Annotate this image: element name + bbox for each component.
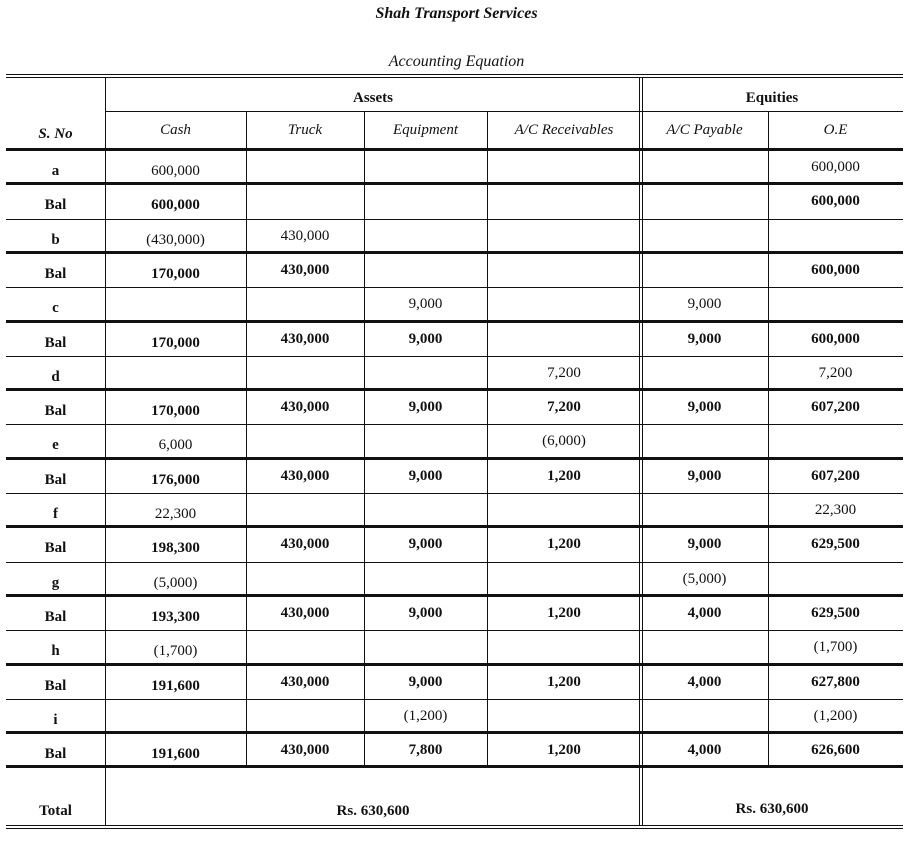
cell-oe: 629,500: [811, 536, 860, 553]
document-subtitle: Accounting Equation: [388, 53, 525, 70]
cell-payable: 9,000: [687, 536, 722, 553]
col-line: [487, 111, 488, 767]
row-label: Bal: [44, 334, 67, 351]
cell-payable: 9,000: [687, 399, 722, 416]
cell-truck: 430,000: [280, 604, 330, 621]
cell-cash: 191,600: [151, 677, 200, 694]
row-label: Bal: [44, 471, 67, 488]
row-label: Bal: [44, 197, 67, 214]
column-header: Truck: [287, 122, 323, 138]
cell-equipment: 9,000: [408, 399, 443, 416]
cell-oe: 607,200: [811, 399, 860, 416]
cell-oe: (1,700): [813, 639, 858, 656]
row-label: Bal: [44, 403, 67, 420]
column-header: A/C Payable: [666, 122, 743, 138]
bottom-rule: [6, 825, 903, 826]
cell-cash: (5,000): [153, 574, 198, 591]
cell-cash: 170,000: [151, 403, 200, 420]
cell-equipment: 9,000: [408, 330, 443, 347]
cell-receivables: 1,200: [547, 536, 581, 553]
cell-oe: 7,200: [818, 364, 853, 381]
cell-cash: 600,000: [151, 163, 200, 179]
cell-oe: 607,200: [811, 467, 860, 484]
cell-cash: 170,000: [151, 265, 200, 282]
cell-truck: 430,000: [280, 673, 330, 690]
cell-oe: (1,200): [813, 707, 858, 724]
row-label: Bal: [44, 746, 67, 763]
row-label: i: [53, 711, 58, 728]
row-label: h: [51, 643, 60, 660]
cell-oe: 600,000: [811, 261, 860, 278]
column-header: Cash: [160, 122, 191, 138]
row-label: a: [51, 163, 60, 179]
cell-equipment: 9,000: [408, 467, 443, 484]
col-line: [364, 111, 365, 767]
row-label: b: [51, 231, 60, 248]
document-title: Shah Transport Services: [375, 5, 538, 22]
row-label: f: [53, 506, 58, 522]
cell-receivables: 1,200: [547, 673, 581, 690]
cell-truck: 430,000: [280, 227, 330, 244]
cell-cash: 600,000: [151, 197, 200, 214]
cell-cash: 176,000: [151, 471, 200, 488]
cell-equipment: (1,200): [403, 707, 448, 724]
cell-cash: 193,300: [151, 608, 200, 625]
col-line: [105, 77, 106, 826]
header-rule-top: [6, 74, 903, 75]
group-label-equities: Equities: [745, 90, 799, 106]
cell-cash: 6,000: [158, 437, 193, 454]
cell-oe: 22,300: [814, 502, 857, 518]
cell-oe: 600,000: [811, 193, 860, 210]
cell-payable: 9,000: [687, 330, 722, 347]
column-header: A/C Receivables: [514, 122, 614, 138]
cell-truck: 430,000: [280, 467, 330, 484]
group-label-assets: Assets: [353, 90, 393, 106]
cell-truck: 430,000: [280, 261, 330, 278]
bottom-rule-2: [6, 828, 903, 829]
cell-equipment: 9,000: [408, 296, 443, 313]
cell-receivables: 1,200: [547, 604, 581, 621]
cell-truck: 430,000: [280, 742, 330, 759]
cell-payable: 4,000: [687, 742, 722, 759]
cell-truck: 430,000: [280, 330, 330, 347]
cell-cash: (1,700): [153, 643, 198, 660]
cell-payable: (5,000): [682, 570, 727, 587]
cell-receivables: 1,200: [547, 467, 581, 484]
col-line: [768, 111, 769, 767]
col-line-double: [639, 77, 640, 826]
col-line-double-2: [642, 77, 643, 826]
total-equities: Rs. 630,600: [735, 801, 809, 817]
cell-cash: 191,600: [151, 746, 200, 763]
column-header: O.E: [823, 122, 848, 138]
cell-payable: 9,000: [687, 296, 722, 313]
row-label: Bal: [44, 265, 67, 282]
cell-equipment: 9,000: [408, 673, 443, 690]
cell-oe: 626,600: [811, 742, 860, 759]
cell-truck: 430,000: [280, 536, 330, 553]
cell-receivables: 7,200: [547, 399, 581, 416]
row-label: Bal: [44, 677, 67, 694]
row-label: Bal: [44, 608, 67, 625]
cell-equipment: 7,800: [408, 742, 443, 759]
row-label: d: [51, 368, 60, 385]
row-label: e: [52, 437, 59, 454]
cell-equipment: 9,000: [408, 536, 443, 553]
cell-truck: 430,000: [280, 399, 330, 416]
col-line: [246, 111, 247, 767]
cell-cash: 22,300: [154, 506, 197, 522]
cell-oe: 627,800: [811, 673, 860, 690]
cell-cash: (430,000): [146, 231, 205, 248]
cell-payable: 9,000: [687, 467, 722, 484]
cell-oe: 629,500: [811, 604, 860, 621]
cell-cash: 198,300: [151, 540, 200, 557]
total-assets: Rs. 630,600: [336, 803, 410, 819]
header-rule-top-2: [6, 77, 903, 78]
cell-receivables: 7,200: [547, 364, 581, 381]
column-header: S. No: [38, 126, 73, 142]
cell-cash: 170,000: [151, 334, 200, 351]
group-rule: [105, 111, 903, 112]
cell-oe: 600,000: [811, 159, 860, 175]
cell-receivables: 1,200: [547, 742, 581, 759]
row-label: c: [52, 300, 59, 317]
cell-receivables: (6,000): [542, 433, 586, 450]
cell-oe: 600,000: [811, 330, 860, 347]
cell-equipment: 9,000: [408, 604, 443, 621]
total-label: Total: [39, 803, 72, 819]
cell-payable: 4,000: [687, 673, 722, 690]
row-label: g: [51, 574, 60, 591]
column-header: Equipment: [393, 122, 458, 138]
row-label: Bal: [44, 540, 67, 557]
cell-payable: 4,000: [687, 604, 722, 621]
